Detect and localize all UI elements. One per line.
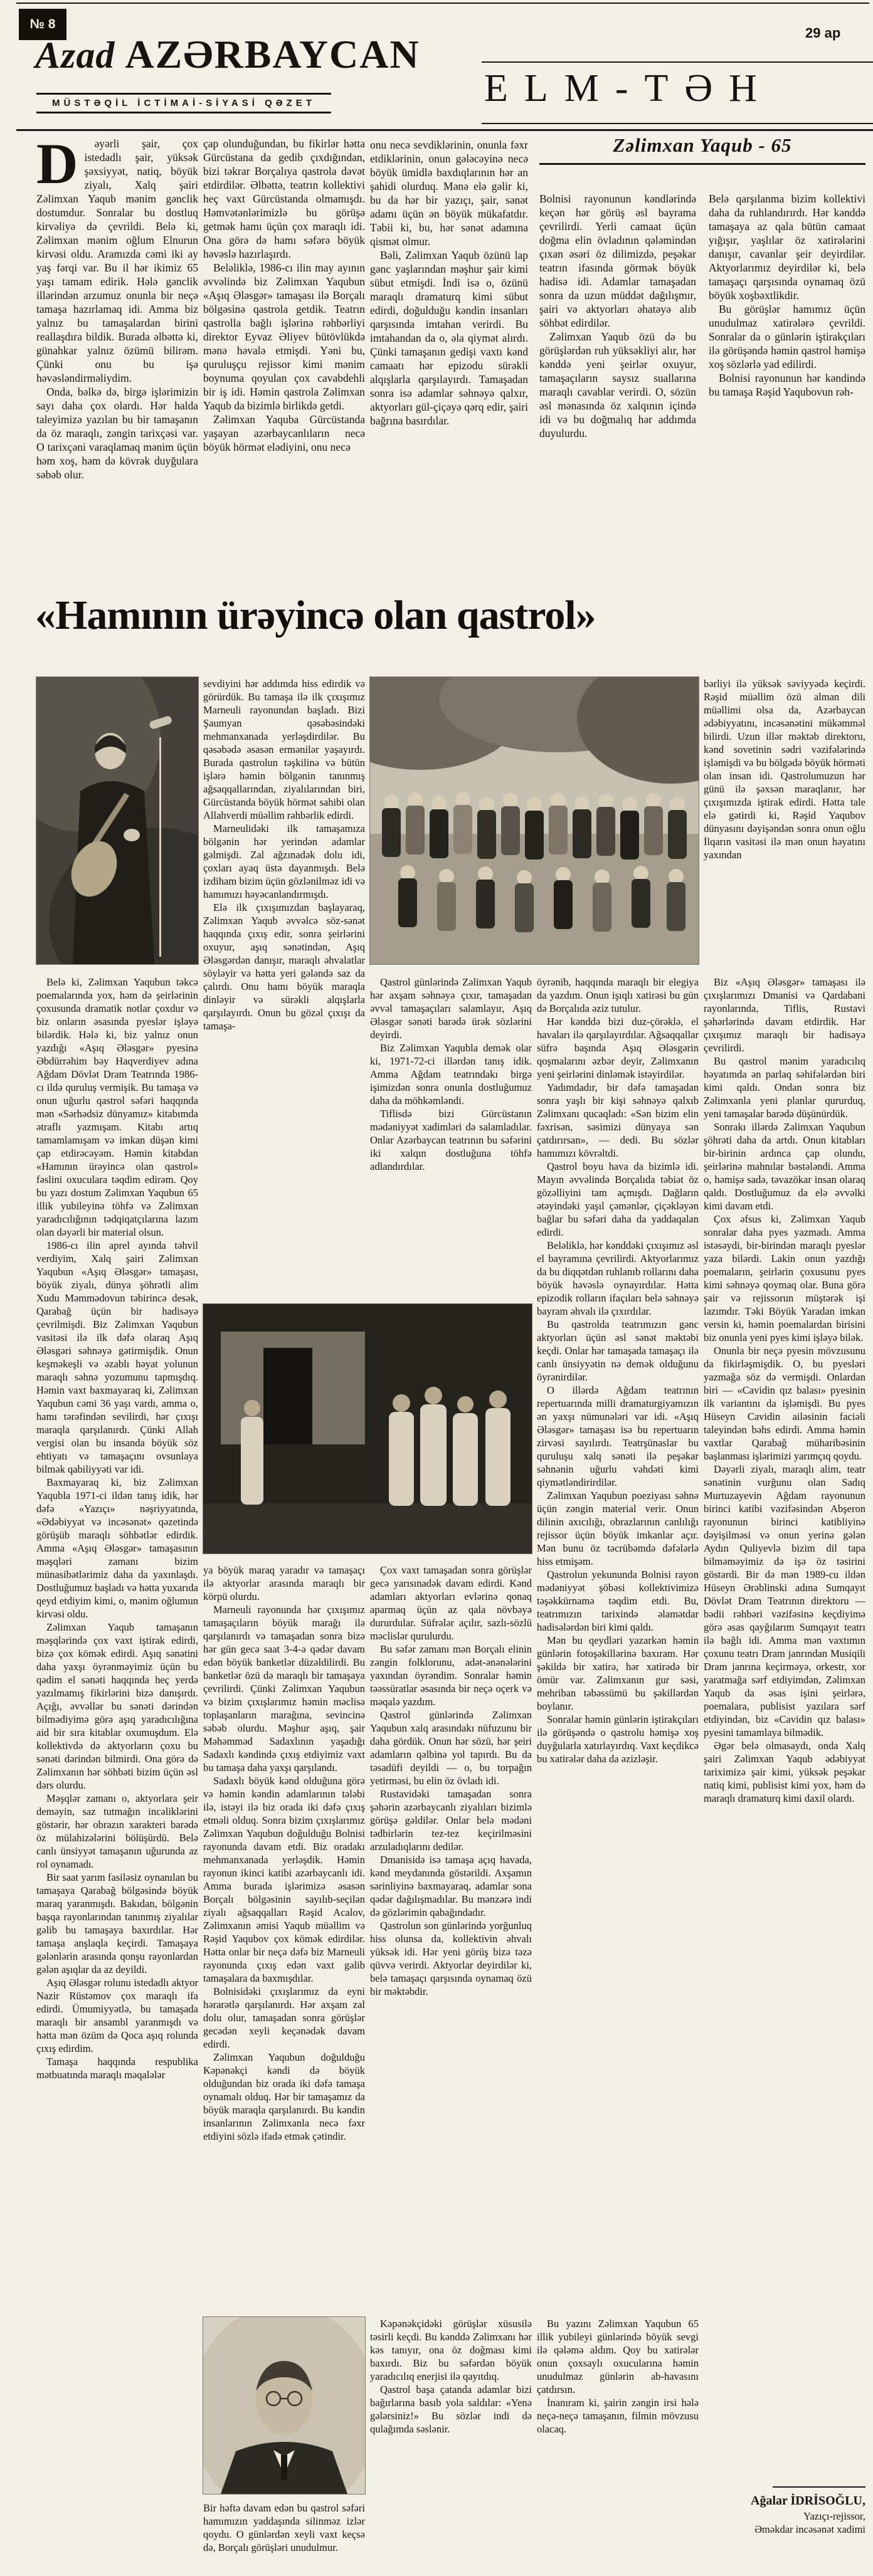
paragraph: Hər kənddə bizi duz-çörəklə, el havaları ilə qarşılayırdılar. Ağsaqqallar süfrə başında Aşıq Ələsgərin qoşmalarını əzbər deyir, Zəlimxanın yeni şeirlərini dinləmək istəyirdilər. <box>537 1016 699 1080</box>
body-column-2-middle <box>203 1564 365 2308</box>
anniversary-box <box>370 134 865 596</box>
paragraph: Çox əfsus ki, Zəlimxan Yaqub sonralar daha pyes yazmadı. Amma istəsəydi, bir-birindən maraqlı pyeslər yaza bilərdi. Lakin onun yazdığı poemaların, şeirlərin çoxusunu pyes kimi səhnəyə qoymaq olar. Buna görə şair və rejissorun müştərək işi lazımdır. Təki Böyük Yaradan imkan versin ki, həmin poemalardan birisini biz onunla yeni pyes kimi işləyə bilək. <box>704 1213 865 1343</box>
paragraph: çap olunduğundan, bu fikirlər hətta Gürcüstana da gedib çıxdığından, bizi təkrar Borçalıya qastrola dəvət etdirdilər. Əlbəttə, teatrın kollektivi heç vaxt Gürcüstanda olmamışdı. Həmvətənlərimizlə bu görüşə getmək hamı üçün çox maraqlı idi. Ona görə də hamı səfərə böyük həvəslə hazırlaşırdı. <box>203 137 365 260</box>
paragraph: əyərli şair, çox istedadlı şair, yüksək şəxsiyyət, natiq, böyük ziyalı, Xalq şairi Zəlimxan Yaqub mənim gənclik dostumdur. Sonralar bu dostluq kirvəliyə də çevrildi. Belə ki, Zəlimxan mənim oğlum Elnurun kirvəsi oldu. Aramızda cəmi iki ay yaş fərqi var. Bu il hər ikimiz 65 yaşı tamam edirik. Hələ gənclik illərindən arzumuz onunla bir neçə tamaşa hazırlamaq idi. Amma biz yalnız bu tamaşalardan birini reallaşdıra bildik. Burada əlbəttə ki, günahkar yalnız özümü bilirəm. Çünki onu bu işə həvəsləndirməliydim. <box>36 137 198 384</box>
paragraph: Belə qarşılanma bizim kollektivi daha da ruhlandırırdı. Hər kənddə tamaşaya az qala bütün camaat yığışır, yaşlılar öz xatirələrini danışır, cavanlar şeir deyirdilər. Aktyorlarımız deyirdilər ki, belə tamaşaçı qarşısında oynamaq özü böyük xoşbəxtlikdir. <box>709 192 865 302</box>
paragraph: ya böyük maraq yaradır və tamaşaçı ilə aktyorlar arasında maraqlı bir körpü olurdu. <box>203 1564 365 1602</box>
body-column-2-top <box>203 677 365 1295</box>
paragraph: Qastrol günlərində Zəlimxan Yaqubun xalq arasındakı nüfuzunu bir daha gördük. Onun hər sözü, hər şeiri adamların qəlbinə yol tapırdı. Bu da təsadüfi deyildi — o, bu torpağın yetirməsi, bu elin öz övladı idi. <box>370 1709 532 1787</box>
paragraph: Biz Zəlimxan Yaqubla demək olar ki, 1971-72-ci illərdən tanış idik. Amma Ağdam teatrındakı birgə işimizdən sonra onunla dostluğumuz daha da möhkəmləndi. <box>370 1042 532 1107</box>
paragraph: Beləliklə, 1986-cı ilin may ayının əvvəlində biz Zəlimxan Yaqubun «Aşıq Ələsgər» tamaşası ilə Borçalı bölgəsinə qastrola getdik. Teatrın qastrolla bağlı işlərinə rəhbərliyi direktor Eyvaz Əliyev bütövlükdə mənə həvalə etmişdi. Yəni bu, quruluşçu rejissor kimi mənim boynuma qoyulan çox cavabdehli bir iş idi. Həmin qastrola Zəlimxan Yaqub da bizimlə birlikdə getdi. <box>203 261 365 412</box>
body-column-3-bottom <box>370 2317 532 2570</box>
paragraph: Zəlimxan Yaquba Gürcüstanda yaşayan azərbaycanlıların necə böyük hörmət elədiyini, onu necə <box>203 413 365 453</box>
paragraph: Sonrakı illərdə Zəlimxan Yaqubun şöhrəti daha da artdı. Onun kitabları bir-birinin ardınca çap olundu, şeirlərinə mahnılar bəstələndi. Amma o, həmişə sadə, təvazökar insan olaraq qaldı. Dostluğumuz da elə əvvəlki kimi davam etdi. <box>704 1121 865 1212</box>
photo-group-outdoors-illustration <box>370 677 699 964</box>
paragraph: Bolnisi rayonunun hər kəndində bu tamaşa Rəşid Yaqubovun rəh- <box>709 372 865 398</box>
paragraph: Rustavidəki tamaşadan sonra şəhərin azərbaycanlı ziyalıları bizimlə görüşə gəldilər. Onlar belə mədəni tədbirlərin tez-tez keçirilməsini arzuladıqlarını dedilər. <box>370 1788 532 1853</box>
body-column-2-bottom-text <box>203 2501 365 2554</box>
body-column-1 <box>36 975 198 2568</box>
top-rule <box>16 3 869 4</box>
body-column-1-text <box>36 975 198 2081</box>
paragraph: Əgər belə olmasaydı, onda Xalq şairi Zəlimxan Yaqub ədəbiyyat tariximizə şair kimi, yüksək peşəkar natiq kimi, publisist kimi yox, həm də maraqlı dramaturq kimi daxil olardı. <box>704 1740 865 1804</box>
body-column-3-top <box>370 975 532 1295</box>
paragraph: Qastrolun son günlərində yorğunluq hiss olunsa da, kollektivin əhvalı yüksək idi. Hər yeni görüş bizə təzə qüvvə verirdi. Aktyorlar deyirdilər ki, belə tamaşaçı qarşısında oynamaq özü bir məktəbdir. <box>370 1920 532 1997</box>
paragraph: Aşıq Ələsgər rolunu istedadlı aktyor Nazir Rüstəmov çox maraqlı ifa edirdi. Ümumiyyətlə, bu tamaşada maraqlı bir ansambl yaranmışdı və hətta mən özüm də Qoca aşıq rolunda çıxış edirdim. <box>36 1977 198 2054</box>
body-column-3-top-text <box>370 975 532 1173</box>
anniversary-box-column-3 <box>709 192 865 592</box>
paragraph: Qastrol boyu hava da bizimlə idi. Mayın əvvəlində Borçalıda təbiət öz gözəlliyini tam açmışdı. Dağların ətəyindəki yaşıl çəmənlər, çiçəkləyən bağlar bu səfəri daha da yaddaqalan edirdi. <box>537 1160 699 1238</box>
paragraph: Yadımdadır, bir dəfə tamaşadan sonra yaşlı bir kişi səhnəyə qalxıb Zəlimxanı qucaqladı: «Sən bizim elin fəxrisən, səsimizi dünyaya sən çatdırırsan», — dedi. Bu sözlər hamımızı kövrəltdi. <box>537 1081 699 1159</box>
photo-stage-scene-illustration <box>203 1304 532 1553</box>
body-column-4 <box>537 975 699 2308</box>
body-column-2-bottom <box>203 2501 365 2572</box>
body-column-5-text <box>704 975 865 1805</box>
anniversary-box-title: Zəlimxan Yaqub - 65 <box>613 134 792 156</box>
paragraph: Biz «Aşıq Ələsgər» tamaşası ilə çıxışlarımızı Dmanisi və Qardabani rayonlarında, Tiflis, Rustavi şəhərlərində davam etdirdik. Hər çıxışımız maraqlı bir hadisəyə çevrilirdi. <box>704 976 865 1054</box>
byline-rule <box>773 2486 865 2488</box>
paragraph: Elə ilk çıxışımızdan başlayaraq, Zəlimxan Yaqub əvvəlcə söz-sənət haqqında çıxış edir, sonra şeirlərini oxuyur, aşıq sənətindən, Aşıq Ələsgərdən danışır, maraqlı əhvalatlar söyləyir və hətta yeri gələndə saz da çalırdı. Onu hamı böyük maraqla dinləyir və sürəkli alqışlarla qarşılayırdı. Onun bu gözəl çıxışı da tamaşa- <box>203 902 365 1032</box>
body-column-2-middle-text <box>203 1564 365 2143</box>
paragraph: Tiflisdə bizi Gürcüstanın mədəniyyət xadimləri də salamladılar. Onlar Azərbaycan teatrının bu səfərini iki xalqın dostluğuna töhfə adlandırdılar. <box>370 1108 532 1172</box>
byline <box>704 2494 865 2536</box>
photo-group-outdoors <box>370 677 699 964</box>
paragraph: Bolnisi rayonunun kəndlərində keçən hər görüş əsl bayrama çevrilirdi. Yerli camaat üçün doğma elin övladının qələmindən çıxan əsəri öz dilimizdə, peşəkar teatrın ifasında görmək böyük hadisə idi. Adamlar tamaşadan sonra da uzun müddət dağılışmır, şairi və aktyorları əhatəyə alıb söhbət edirdilər. <box>539 192 696 329</box>
paragraph: Qastrol başa çatanda adamlar bizi bağırlarına basıb yola saldılar: «Yenə gələrsiniz!» Bu sözlər indi də qulağımda səslənir. <box>370 2384 532 2435</box>
paragraph: Bu yazını Zəlimxan Yaqubun 65 illik yubileyi günlərində böyük sevgi ilə qələmə aldım. Qoy bu xatirələr onun çoxsaylı oxucularına həmin unudulmaz günlərin ab-havasını çatdırsın. <box>537 2318 699 2395</box>
body-column-3-bottom-text <box>370 2317 532 2436</box>
paragraph: İnanıram ki, şairin zəngin irsi hələ neçə-neçə tamaşanın, filmin mövzusu olacaq. <box>537 2397 699 2435</box>
paragraph: Kəpənəkçidəki görüşlər xüsusilə təsirli keçdi. Bu kənddə Zəlimxanı hər kəs tanıyır, ona öz doğması kimi baxırdı. Biz bu səfərdən böyük yaradıcılıq enerjisi ilə qayıtdıq. <box>370 2318 532 2382</box>
paragraph: Bu səfər zamanı mən Borçalı elinin zəngin folklorunu, adət-ənənələrini yaxından öyrəndim. Sonralar həmin təəssüratlar əsasında bir neçə oçerk və məqalə yazdım. <box>370 1643 532 1708</box>
paragraph: Məşqlər zamanı o, aktyorlara şeir deməyin, saz tutmağın incəliklərini göstərir, hər obrazın xarakteri barədə öz mülahizələrini bölüşürdü. Belə canlı ünsiyyət tamaşanın uğurunda az rol oynamadı. <box>36 1792 198 1870</box>
masthead-title <box>35 31 420 78</box>
paragraph: Çox vaxt tamaşadan sonra görüşlər gecə yarısınadək davam edirdi. Kənd adamları aktyorları evlərinə qonaq aparmaq üçün az qala növbəyə dururdular. Süfrələr açılır, sazlı-sözlü məclislər qurulurdu. <box>370 1564 532 1642</box>
byline-author-name: Ağalar İDRİSOĞLU, <box>751 2494 865 2508</box>
anniversary-box-column-2-text <box>539 192 696 440</box>
anniversary-box-column-1-text <box>370 138 528 428</box>
byline-author-role-2: Əməkdar incəsənət xadimi <box>754 2523 865 2535</box>
body-column-3-middle <box>370 1564 532 2308</box>
body-column-5 <box>704 975 865 2480</box>
paragraph: Marneuli rayonunda hər çıxışımız tamaşaçıların böyük marağı ilə qarşılanırdı və tamaşadan sonra bizə hər gün gecə saat 3-4-ə qədər davam edən böyük banketlər düzəldilirdi. Bu banketlər özü də maraqlı bir tamaşaya çevrilirdi. Çünki Zəlimxan Yaqubun və bizim çıxışlarımız həmin məclisə toplaşanların marağına, sevincinə səbəb olurdu. Məşhur aşıq, şair Məhəmməd Sadaxlının yaşadığı Sadaxlı kəndində çıxış etdiyimiz vaxt bu tamaşa daha yaxşı qarşılandı. <box>203 1604 365 1774</box>
lead-column-2 <box>203 137 365 596</box>
byline-author-role-1: Yazıçı-rejissor, <box>803 2510 865 2522</box>
issue-date: 29 ap <box>805 25 841 41</box>
paragraph: Marneulidəki ilk tamaşamıza bölgənin hər yerindən adamlar gəlmişdi. Zal ağzınadək dolu idi, çoxları ayaq üstə dayanmışdı. Belə izdiham bizim üçün gözlənilməz idi və hamımızı həyəcanlandırmışdı. <box>203 823 365 900</box>
body-column-3-middle-text <box>370 1564 532 1998</box>
paragraph: Dəyərli ziyalı, maraqlı alim, teatr sənətinin vurğunu olan Sadıq Murtuzayevin Ağdam rayonunun birinci katibi vəzifəsindən Abşeron rayonunun birinci katibliyinə dəyişilməsi və onun yerinə gələn Aydın Quliyevlə bizim dil tapa bilməməyimiz də işə öz təsirini göstərdi. Bir də mən 1989-cu ildən Hüseyn Ərəblinski adına Sumqayıt Dövlət Dram Teatrının direktoru — bədii rəhbəri vəzifəsinə keçdiyimə görə əsas qayğılarım Sumqayıt teatrı ilə bağlı idi. Amma mən vaxtımın çoxunu teatrı Dram janrından Musiqili Dram janrına keçirməyə, orkestr, xor yaratmağa sərf etdiyimdən, Zəlimxan Yaqub da əsas işini şeirlərə, poemalara, publisist yazılara sərf etdiyindən, biz «Cavidin qız balası» pyesini tamamlaya bilmədik. <box>704 1463 865 1738</box>
masthead-title-script: Azad <box>35 34 115 76</box>
paragraph: O illərdə Ağdam teatrının repertuarında milli dramaturgiyamızın ən yaxşı nümunələri var idi. «Aşıq Ələsgər» tamaşası isə bu repertuarın zirvəsi sayılırdı. Teatrşünaslar bu quruluşu xalq sənəti ilə peşəkar səhnənin uğurlu vəhdəti kimi qiymətləndirirdilər. <box>537 1384 699 1488</box>
paragraph: Dmanisidə isə tamaşa açıq havada, kənd meydanında göstərildi. Axşamın sərinliyinə baxmayaraq, adamlar sona qədər dağılışmadılar. Bu mənzərə indi də gözlərimin qabağındadır. <box>370 1854 532 1918</box>
body-column-4-text <box>537 975 699 1765</box>
paragraph: öyrənib, haqqında maraqlı bir elegiya da yazdım. Onun işıqlı xatirəsi bu gün də Borçalıda əziz tutulur. <box>537 976 699 1014</box>
body-column-5-top <box>704 677 865 965</box>
body-column-4-bottom <box>537 2317 699 2570</box>
paragraph: Qastrol günlərində Zəlimxan Yaqub hər axşam səhnəyə çıxır, tamaşadan əvvəl tamaşaçıları salamlayır, Aşıq Ələsgər sənəti barədə ürək sözlərini deyirdi. <box>370 976 532 1041</box>
photo-stage-scene <box>203 1304 532 1553</box>
paragraph: sevdiyini hər addımda hiss edirdik və görürdük. Bu tamaşa ilə ilk çıxışımız Marneuli rayonundan başladı. Bizi Şaumyan qəsəbəsindəki mehmanxanada yerləşdirdilər. Bu qəsəbədə əsasən ermənilər yaşayırdı. Burada qastrolun təşkilinə və bütün işlərə həmin bölgənin tanınmış ağsaqqallarından, ziyalılarından biri, Gürcüstanda böyük hörmət sahibi olan Allahverdi müəllim rəhbərlik edirdi. <box>203 678 365 821</box>
masthead-title-caps: AZƏRBAYCAN <box>125 32 420 76</box>
paragraph: Zəlimxan Yaqub özü də bu görüşlərdən ruh yüksəkliyi alır, hər kənddə yeni şeirlər oxuyur, tamaşaçıların saysız suallarına maraqlı cavablar verirdi. O, sözün əsl mənasında öz xalqının içində idi və bu doğmalıq hər addımda duyulurdu. <box>539 330 696 439</box>
paragraph: Belə ki, Zəlimxan Yaqubun təkcə poemalarında yox, həm də şeirlərinin çoxusunda dramatik notlar çoxdur və biz onların əsasında pyeslər işləyə bilərdik. Hələ ki, biz yalnız onun yazdığı «Aşıq Ələsgər» pyesinə Əbdürrəhim bəy Haqverdiyev adına Ağdam Dövlət Dram Teatrında 1986-cı ildə quruluş vermişik. Bu tamaşa və onun uğurlu qastrol səfəri haqqında mən «Sərhədsiz dünyamız» kitabımda ətraflı yazmışam. Kitabı artıq tamamlamışam və imkan düşən kimi çap etdirəcəyəm. Həmin kitabdan «Hamının ürəyincə olan qastrol» fəslini oxuculara təqdim edirəm. Qoy bu yazı dostum Zəlimxan Yaqubun 65 illik yubileyinə töhfə və Zəlimxan yaradıcılığının tədqiqatçılarına lazım olan dəyərli bir material olsun. <box>36 976 198 1238</box>
paragraph: Zəlimxan Yaqubun poeziyası səhnə üçün zəngin material verir. Onun dilinin axıcılığı, obrazlarının canlılığı rejissor üçün böyük imkanlar açır. Mən bunu öz təcrübəmdə dəfələrlə hiss etmişəm. <box>537 1490 699 1567</box>
anniversary-box-column-3-text <box>709 192 865 399</box>
paragraph: Bu qastrolda teatrımızın gənc aktyorları üçün əsl sənət məktəbi keçdi. Onlar hər tamaşada tamaşaçı ilə canlı ünsiyyətin nə demək olduğunu öyrənirdilər. <box>537 1318 699 1383</box>
paragraph: 1986-cı ilin aprel ayında təhvil verdiyim, Xalq şairi Zəlimxan Yaqubun «Aşıq Ələsgər» tamaşası, böyük ziyalı, dünya şöhrətli alim Xudu Məmmədovun təbirincə desək, Qarabağ üçün bir hadisəyə çevrilmişdi. Biz Zəlimxan Yaqubun vasitəsi ilə ilk dəfə olaraq Aşıq Ələsgəri səhnəyə gətirmişdik. Onun keşməkeşli və əzablı həyat yolunun maraqlı səhnə yozumunu tapmışdıq. Həmin vaxt baxmayaraq ki, Zəlimxan Yaqubun cəmi 36 yaşı vardı, amma o, hamı tərəfindən sevilirdi, hər çıxışı maraqla qarşılanırdı. Çünki Allah vergisi olan bu insanda böyük söz ehtiyatı və tamaşaçını ovsunlaya bilmək qabiliyyəti var idi. <box>36 1239 198 1475</box>
photo-author-portrait-illustration <box>203 2317 365 2494</box>
paragraph: Beləliklə, hər kənddəki çıxışımız əsl el bayramına çevrilirdi. Aktyorlarımız da bu diqqətdən ruhlanıb rollarını daha böyük həvəslə oynayırdılar. Hətta epizodik rolların ifaçıları belə səhnəyə bayram əhvalı ilə çıxırdılar. <box>537 1239 699 1317</box>
paragraph: Bir həftə davam edən bu qastrol səfəri hamımızın yaddaşında silinməz izlər qoydu. O günlərdən xeyli vaxt keçsə də, Borçalı görüşləri unudulmur. <box>203 2502 365 2553</box>
paragraph: Baxmayaraq ki, biz Zəlimxan Yaqubla 1971-ci ildən tanış idik, hər dəfə «Yazıçı» nəşriyyatında, «Ədəbiyyat və incəsənət» qəzetində görüşüb maraqlı söhbətlər edirdik. Amma «Aşıq Ələsgər» tamaşasının məşqləri zamanı bizim münasibətlərimiz daha da yaxınlaşdı. Dostluğumuz başladı və hətta yuxarıda qeyd etdiyim kimi, o, mənim oğlumun kirvəsi oldu. <box>36 1476 198 1620</box>
lead-column-1 <box>36 137 198 596</box>
body-column-2-top-text <box>203 677 365 1033</box>
photo-poet-performing-illustration <box>36 677 198 964</box>
paragraph: Bu görüşlər hamımız üçün unudulmaz xatirələrə çevrildi. Sonralar da o günlərin iştirakçıları ilə görüşəndə həmin qastrol həmişə xoş sözlərlə yad edilirdi. <box>709 303 865 371</box>
masthead-subtitle: MÜSTƏQİL İCTİMAİ-SİYASİ QƏZET <box>36 93 331 113</box>
paragraph: Sadaxlı böyük kənd olduğuna görə və həmin kəndin adamlarının tələbi ilə, istəyi ilə biz orada iki dəfə çıxış etməli olduq. Sonra bizim çıxışlarımız Zəlimxan Yaqubun doğulduğu Bolnisi rayonunda davam etdi. Biz oradakı mehmanxanada yerləşdik. Həmin rayonun ikinci katibi azərbaycanlı idi. Amma burada işlərimizə əsasən Borçalı bölgəsinin sayılıb-seçilən ziyalı ağsaqqalları Rəşid Acalov, Zəlimxanın əmisi Yaqub müəllim və Rəşid Yaqubov çox kömək edirdilər. Hətta onlar bir neçə dəfə biz Marneuli rayonunda çıxış edən vaxt gəlib tamaşalara da baxmışdılar. <box>203 1775 365 1984</box>
lead-column-2-text <box>203 137 365 454</box>
paragraph: Sonralar həmin günlərin iştirakçıları ilə görüşəndə o qastrolu həmişə xoş duyğularla xatırlayırdıq. Vaxt keçdikcə bu xatirələr daha da əzizləşir. <box>537 1713 699 1765</box>
paragraph: Bolnisidəki çıxışlarımız da eyni hərarətlə qarşılanırdı. Hər axşam zal dolu olur, tamaşadan sonra görüşlər gecədən xeyli keçənədək davam edirdi. <box>203 1985 365 2050</box>
paragraph: bərliyi ilə yüksək səviyyədə keçirdi. Rəşid müəllim özü alman dili müəllimi olsa da, Azərbaycan ədəbiyyatını, incəsənətini mükəmməl bilirdi. Uzun illər məktəb direktoru, kənd sovetinin sədri vəzifələrində işləmişdi və bu bölgədə böyük hörməti olan insan idi. Qastrolumuzun hər günü ilə şəxsən maraqlanır, hər çıxışımızda iştirak edirdi. Hətta tale elə gətirdi ki, Rəşid Yaqubov dünyasını dəyişəndən sonra onun oğlu İlqarın vasitəsi ilə mən onun həyatını yaxından <box>704 678 865 861</box>
section-title: ELM-TƏH <box>484 67 773 110</box>
anniversary-box-title-wrap <box>539 134 865 165</box>
paragraph: Bu qastrol mənim yaradıcılıq həyatımda ən parlaq səhifələrdən biri kimi qaldı. Ondan sonra biz Zəlimxanla yeni planlar qururduq, yeni tamaşalar barədə düşünürdük. <box>704 1055 865 1120</box>
paragraph: onu necə sevdiklərinin, onunla fəxr etdiklərinin, onun gələcəyinə necə böyük ümidlə baxdıqlarının hər an şahidi olurduq. Mənə elə gəlir ki, bu da hər bir yazıçı, şair, sənət adamı üçün ən böyük mükafatdır. Təbii ki, bu, hər sənət adamına qismət olmur. <box>370 139 528 248</box>
anniversary-box-column-2 <box>539 192 696 592</box>
paragraph: Onunla bir neçə pyesin mövzusunu da fikirləşmişdik. O, bu pyesləri yazmağa söz də vermişdi. Onlardan biri — «Cavidin qız balası» pyesinin ilk variantını da işləmişdi. Bu pyes Hüseyn Cavidin ailəsinin faciəli taleyindən bəhs edirdi. Amma həmin vaxtlar Qarabağ müharibəsinin başlanması işlərimizi yarımçıq qoydu. <box>704 1345 865 1462</box>
paragraph: Zəlimxan Yaqub tamaşanın məşqlərində çox vaxt iştirak edirdi, bizə çox kömək edirdi. Aşıq sənətini daha yaxşı öyrənməyimiz üçün bu qədim el sənəti haqqında heç yerdə yazılmamış fikirlərini bizə danışırdı. Açığı, əvvəllər bu sənəti dərindən bilmədiyimə görə aşıq yaradıcılığına aid bir sıra kitablar oxumuşdum. Elə kollektivdə də aktyorların çoxu bu sənəti dərindən bilmirdi. Ona görə də Zəlimxanın hər söhbəti bizim üçün əsl dərs olurdu. <box>36 1621 198 1791</box>
anniversary-box-column-1 <box>370 138 528 592</box>
paragraph: Tamaşa haqqında respublika mətbuatında maraqlı məqalələr <box>36 2056 198 2081</box>
dropcap: D <box>36 137 78 196</box>
paragraph: Mən bu qeydləri yazarkən həmin günlərin fotoşəkillərinə baxıram. Hər şəkildə bir xatirə, hər xatirədə bir ömür var. Zəlimxanın gur səsi, mehriban təbəssümü bu şəkillərdən boylanır. <box>537 1634 699 1712</box>
paragraph: Bir saat yarım fasiləsiz oynanılan bu tamaşaya Qarabağ bölgəsində böyük maraq yaranmışdı. Bakıdan, bölgənin başqa rayonlarından tanınmış ziyalılar gəlib bu tamaşaya baxırdılar. Hər tamaşa anşlaqla keçirdi. Tamaşaya gələnlərin arasında qonşu rayonlardan gələn aşıqlar da az deyildi. <box>36 1871 198 1975</box>
paragraph: Onda, bəlkə də, birgə işlərimizin sayı daha çox olardı. Hər halda taleyimizə yazılan bu bir tamaşanın da öz maraqlı, zəngin tarixçəsi var. O tarixçəni varaqlamaq mənim üçün həm xoş, həm də kövrək duyğulara səbəb olur. <box>36 386 198 481</box>
paragraph: Qastrolun yekununda Bolnisi rayon mədəniyyət şöbəsi kollektivimizə təşəkkürnamə təqdim etdi. Bu, teatrımızın tarixində əlamətdar hadisələrdən biri kimi qaldı. <box>537 1569 699 1633</box>
article-headline: «Hamının ürəyincə olan qastrol» <box>35 592 596 638</box>
paragraph: Zəlimxan Yaqubun doğulduğu Kəpənəkçi kəndi də böyük olduğundan biz orada iki dəfə tamaşa oynamalı olduq. Hər bir tamaşamız da böyük maraqla qarşılanırdı. Bu kəndin insanlarının Zəlimxanla necə fəxr etdiyini sözlə ifadə etmək çətindir. <box>203 2051 365 2142</box>
photo-author-portrait <box>203 2317 365 2494</box>
section-rule-top <box>482 61 873 63</box>
photo-poet-performing-with-saz <box>36 677 198 964</box>
masthead-rule <box>16 129 873 131</box>
body-column-5-top-text <box>704 677 865 861</box>
issue-number: № 8 <box>29 17 56 31</box>
paragraph: Bəli, Zəlimxan Yaqub özünü lap gənc yaşlarından məşhur şair kimi sübut etmişdi. İndi isə o, özünü maraqlı dramaturq kimi sübut edirdi, doğulduğu kəndin insanları qarşısında imtahan verirdi. Bu imtahandan da o, əla qiymət alırdı. Çünki tamaşanın gedişi vaxtı kənd camaatı hər epizodu sürəkli alqışlarla qarşılayırdı. Tamaşadan sonra isə adamlar səhnəyə qalxır, aktyorları gül-çiçəyə qərq edir, şairi bağrına basırdılar. <box>370 249 528 427</box>
body-column-4-bottom-text <box>537 2317 699 2436</box>
section-rule-bottom <box>482 123 873 124</box>
